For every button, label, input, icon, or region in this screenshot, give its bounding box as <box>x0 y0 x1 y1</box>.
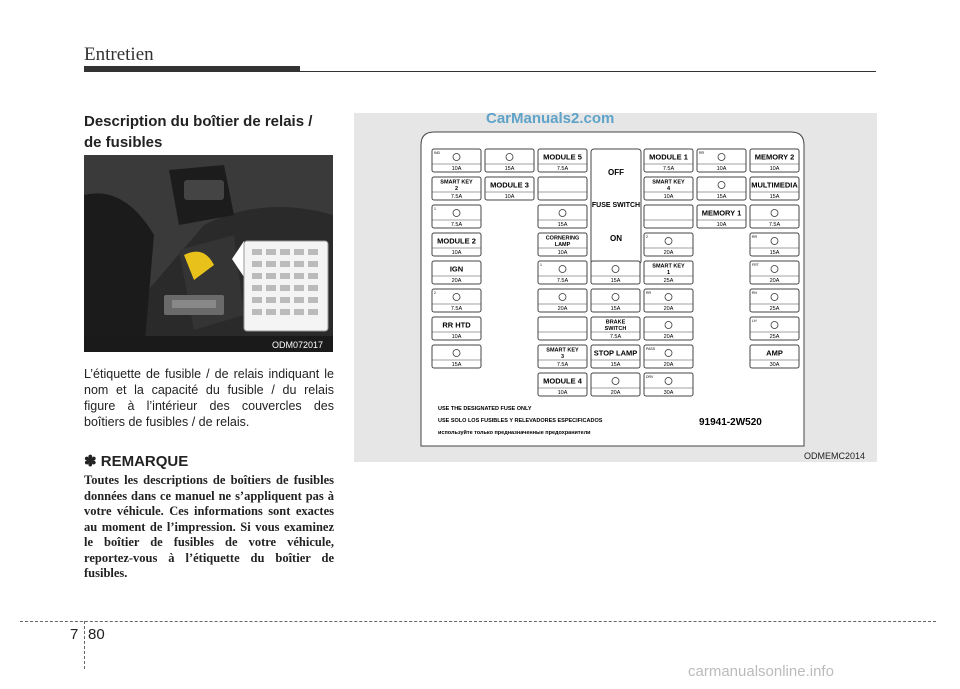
fuse-switch-off: OFF <box>608 168 624 177</box>
fuse-label: 1 <box>666 270 671 276</box>
fuse-amp: 10A <box>504 194 515 200</box>
fuse-cell <box>485 149 534 172</box>
fuse-cell <box>591 373 640 396</box>
fuse-small-label: 1 <box>540 263 542 267</box>
fuse-amp: 20A <box>663 334 674 340</box>
fuse-amp: 30A <box>769 362 780 368</box>
fuse-amp: 15A <box>451 362 462 368</box>
fuse-cell <box>644 373 693 396</box>
fuse-cell <box>644 345 693 368</box>
fuse-switch-title: FUSE SWITCH <box>591 202 641 209</box>
fuse-label: MEMORY 1 <box>701 208 742 218</box>
fuse-amp: 7.5A <box>556 362 569 368</box>
fuse-panel-svg <box>354 113 877 462</box>
fuse-label: STOP LAMP <box>593 348 638 358</box>
fuse-cell <box>591 261 640 284</box>
fuse-amp: 15A <box>504 166 515 172</box>
photo-caption: ODM072017 <box>272 340 324 350</box>
fuse-amp: 10A <box>557 390 568 396</box>
fuse-cell <box>432 261 481 284</box>
fuse-amp: 25A <box>769 306 780 312</box>
fuse-cell <box>591 345 640 368</box>
fuse-label: CORNERING <box>545 235 580 242</box>
fuse-label: MODULE 3 <box>490 180 529 190</box>
fuse-label: MODULE 5 <box>543 152 582 162</box>
fuse-small-label: DRV <box>646 375 654 379</box>
fuse-small-label: RR <box>699 151 705 155</box>
footer-vertical-divider <box>84 621 85 669</box>
fuse-cell <box>750 149 799 172</box>
header-bar <box>84 66 300 72</box>
fuse-cell <box>697 177 746 200</box>
fuse-amp: 20A <box>663 362 674 368</box>
fuse-cell <box>750 177 799 200</box>
note-heading: ✽ REMARQUE <box>84 453 189 470</box>
fuse-part-number: 91941-2W520 <box>699 417 762 428</box>
fuse-amp: 10A <box>451 166 462 172</box>
fuse-label: SMART KEY <box>652 179 685 186</box>
fuse-cell <box>750 205 799 228</box>
fuse-cell <box>644 177 693 200</box>
fuse-cell <box>644 317 693 340</box>
fuse-cell <box>750 345 799 368</box>
fuse-small-label: 1 <box>434 207 436 211</box>
fuse-cell <box>644 205 693 228</box>
fuse-note-ru: используйте только предназначенные предохранители <box>438 430 591 436</box>
fuse-small-label: IND <box>434 151 441 155</box>
fuse-cell <box>432 149 481 172</box>
fuse-cell <box>697 205 746 228</box>
fuse-amp: 7.5A <box>450 222 463 228</box>
fuse-cell <box>591 317 640 340</box>
fuse-amp: 7.5A <box>556 278 569 284</box>
fuse-amp: 20A <box>451 278 462 284</box>
fuse-amp: 25A <box>663 278 674 284</box>
fuse-cell <box>538 317 587 340</box>
fuse-amp: 15A <box>769 250 780 256</box>
fuse-cell <box>644 289 693 312</box>
fuse-cell <box>538 205 587 228</box>
fuse-amp: 20A <box>610 390 621 396</box>
fuse-amp: 15A <box>610 278 621 284</box>
fuse-label: SMART KEY <box>440 179 473 186</box>
fuse-amp: 20A <box>663 306 674 312</box>
fuse-amp: 10A <box>716 222 727 228</box>
fuse-cell <box>432 233 481 256</box>
fuse-cell <box>644 233 693 256</box>
fuse-cell <box>538 261 587 284</box>
fuse-label: SMART KEY <box>546 347 579 354</box>
header-rule <box>300 71 876 72</box>
fuse-amp: 7.5A <box>768 222 781 228</box>
fuse-cell-frame <box>538 317 587 340</box>
fuse-cell <box>432 345 481 368</box>
fuse-cell <box>538 345 587 368</box>
fuse-small-label: PASS <box>646 347 656 351</box>
fuse-amp: 20A <box>769 278 780 284</box>
fuse-cell <box>432 177 481 200</box>
watermark-top: CarManuals2.com <box>486 110 615 127</box>
fuse-amp: 7.5A <box>609 334 622 340</box>
fuse-amp: 15A <box>769 194 780 200</box>
page-chapter-number: 7 <box>70 626 79 643</box>
fuse-switch-on: ON <box>610 234 622 243</box>
watermark-bottom: carmanualsonline.info <box>688 663 834 680</box>
fuse-cell <box>432 205 481 228</box>
fuse-cell <box>432 317 481 340</box>
fuse-small-label: RR <box>646 291 652 295</box>
fuse-cell <box>432 289 481 312</box>
fuse-amp: 25A <box>769 334 780 340</box>
footer-divider <box>20 621 936 622</box>
fuse-label: MEMORY 2 <box>754 152 795 162</box>
fuse-amp: 10A <box>451 334 462 340</box>
fuse-label: 3 <box>560 354 565 360</box>
fuse-cell <box>538 233 587 256</box>
fuse-amp: 30A <box>663 390 674 396</box>
fuse-panel-diagram <box>354 113 877 462</box>
fuse-amp: 7.5A <box>450 306 463 312</box>
body-paragraph: L’étiquette de fusible / de relais indiquant le nom et la capacité du fusible / du relais figure à l’intérieur des couvercles des boîtiers de fusibles / de relais. <box>84 367 334 429</box>
note-text: Toutes les descriptions de boîtiers de fusibles données dans ce manuel ne s’appliquent pas à votre véhicule. Ces informations sont exactes au moment de l’impression. Si vous examinez le boîtier de fusibles de votre véhicule, reportez-vous à l’étiquette du boîtier de fusibles. <box>84 473 334 580</box>
page-number: 80 <box>88 626 105 643</box>
fuse-label: MODULE 1 <box>649 152 688 162</box>
fuse-amp: 15A <box>716 194 727 200</box>
fuse-label: RR HTD <box>442 320 471 330</box>
fuse-cell <box>591 289 640 312</box>
fuse-small-label: 2 <box>646 235 648 239</box>
fuse-note-es: USE SOLO LOS FUSIBLES Y RELEVADORES ESPECIFICADOS <box>438 418 603 424</box>
fuse-cell <box>750 261 799 284</box>
fuse-amp: 15A <box>610 306 621 312</box>
fuse-small-label: LH <box>752 319 757 323</box>
fuse-cell <box>644 149 693 172</box>
fuse-amp: 10A <box>557 250 568 256</box>
fuse-amp: 7.5A <box>556 166 569 172</box>
fuse-cell <box>538 149 587 172</box>
fuse-cell <box>538 289 587 312</box>
fuse-cell-frame <box>538 177 587 200</box>
fuse-small-label: RR <box>752 235 758 239</box>
fuse-cell <box>750 289 799 312</box>
fuse-note-en: USE THE DESIGNATED FUSE ONLY <box>438 406 532 412</box>
fuse-amp: 10A <box>451 250 462 256</box>
fuse-cell <box>538 177 587 200</box>
fuse-label: AMP <box>766 348 783 358</box>
fuse-label: 4 <box>666 186 671 192</box>
fuse-cell <box>485 177 534 200</box>
section-title: Description du boîtier de relais / de fusibles <box>84 113 313 151</box>
fuse-cell <box>750 233 799 256</box>
fuse-amp: 10A <box>716 166 727 172</box>
fuse-label: SMART KEY <box>652 263 685 270</box>
fuse-cell <box>697 149 746 172</box>
fuse-cell <box>750 317 799 340</box>
fuse-amp: 15A <box>557 222 568 228</box>
diagram-caption: ODMEMC2014 <box>804 451 866 461</box>
fuse-cell <box>538 373 587 396</box>
fuse-amp: 7.5A <box>450 194 463 200</box>
fuse-label: BRAKE <box>605 319 626 326</box>
fuse-box-photo <box>84 155 333 352</box>
fuse-label: MULTIMEDIA <box>751 180 798 190</box>
fuse-amp: 15A <box>610 362 621 368</box>
fuse-label: MODULE 2 <box>437 236 476 246</box>
fuse-label: MODULE 4 <box>543 376 582 386</box>
fuse-small-label: RH <box>752 291 758 295</box>
fuse-small-label: 2 <box>434 291 436 295</box>
fuse-label: 2 <box>454 186 459 192</box>
fuse-small-label: FRT <box>752 263 759 267</box>
fuse-label: LAMP <box>554 242 571 248</box>
chapter-header-title: Entretien <box>84 44 154 65</box>
fuse-amp: 7.5A <box>662 166 675 172</box>
fuse-amp: 10A <box>769 166 780 172</box>
fuse-amp: 10A <box>663 194 674 200</box>
fuse-cell <box>644 261 693 284</box>
fuse-cell-frame <box>644 205 693 228</box>
dashboard-illustration <box>84 155 333 352</box>
fuse-label: IGN <box>449 264 464 274</box>
fuse-amp: 20A <box>557 306 568 312</box>
fuse-label: SWITCH <box>604 326 627 332</box>
fuse-amp: 20A <box>663 250 674 256</box>
